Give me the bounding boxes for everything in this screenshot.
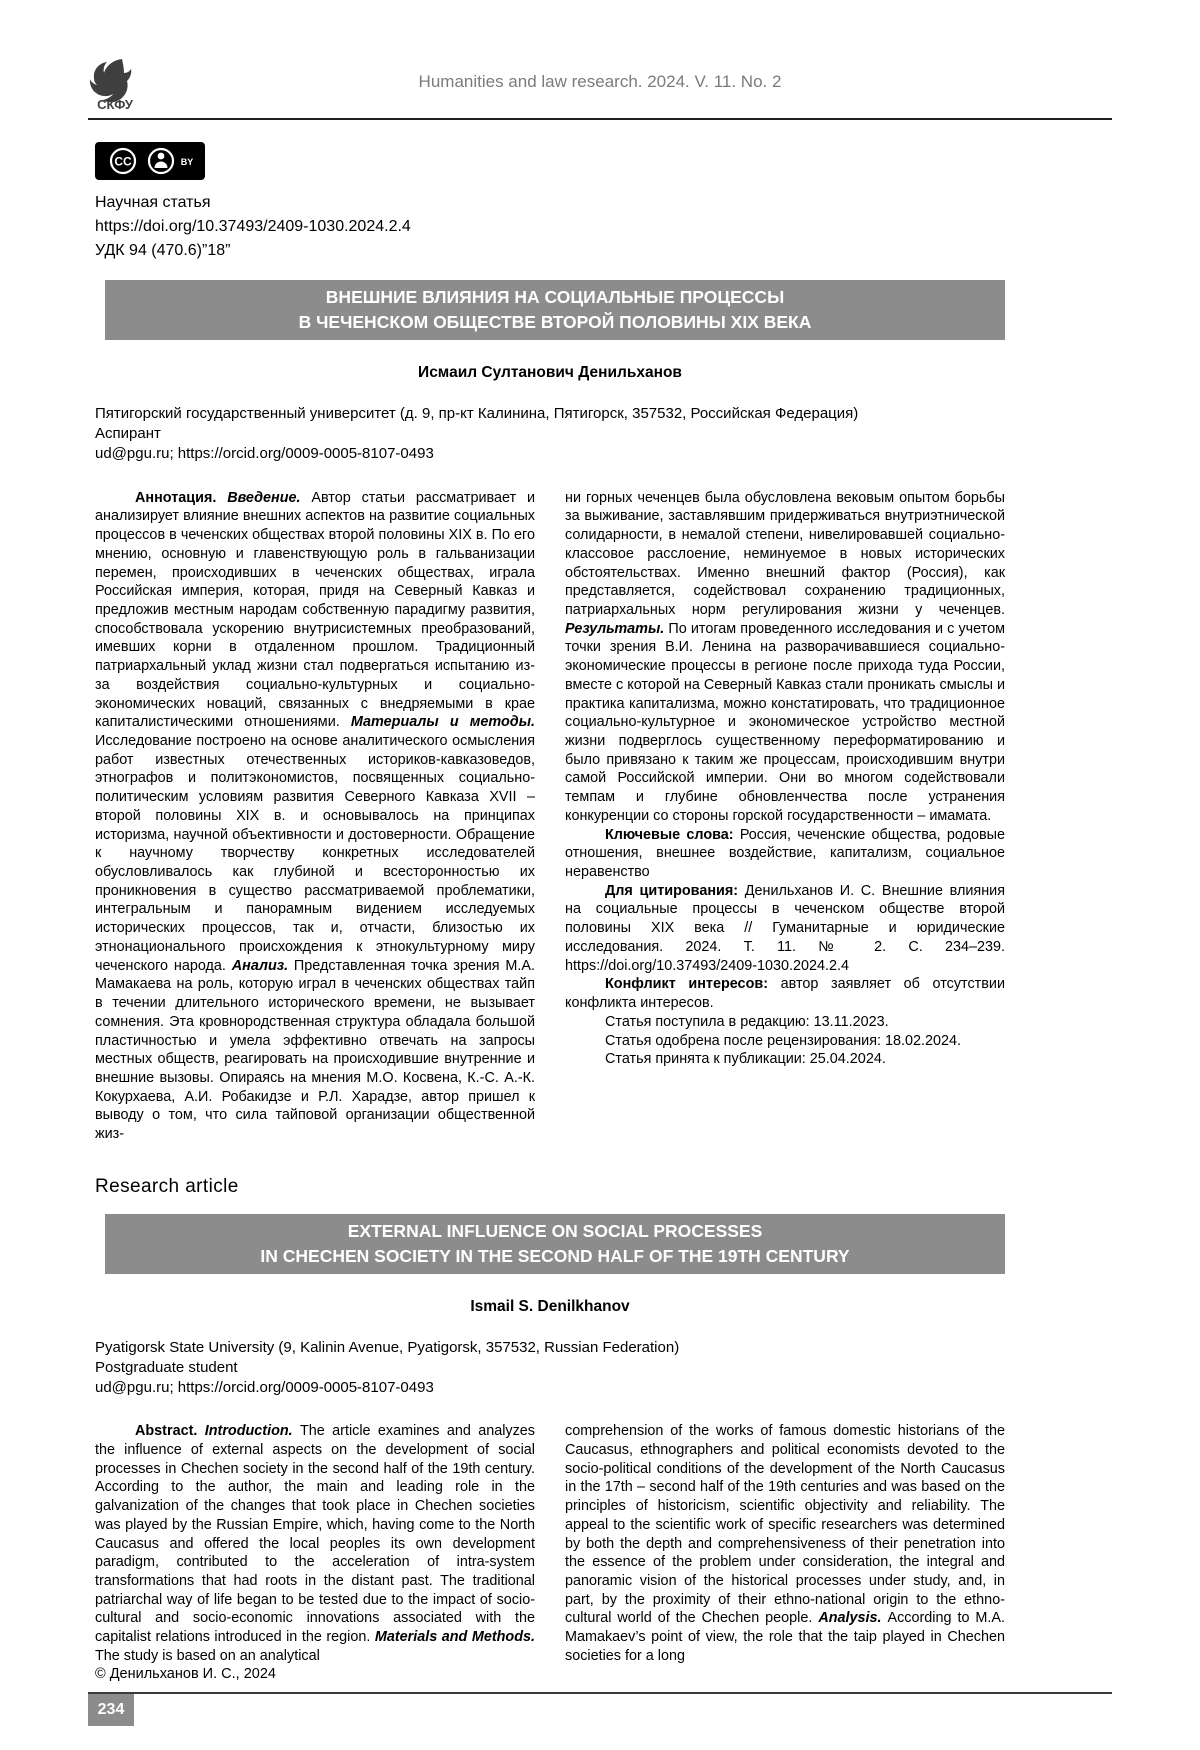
conflict-of-interest-ru: Конфликт интересов: автор заявляет об отсутствии конфликта интересов. [565, 976, 1005, 1012]
doi-link[interactable]: https://doi.org/10.37493/2409-1030.2024.2.4 [95, 218, 411, 236]
article-title-en [105, 1214, 1005, 1274]
abstract-ru-paragraph: Аннотация. Введение. Автор статьи рассматривает и анализирует влияние внешних аспектов на развитие социальных процессов в чеченских обществах второй половины XIX в. По его мнению, основную и главенствующую роль в гальванизации перемен, происходивших в чеченских обществах, играла Российская империя, которая, придя на Северный Кавказ и предложив местным народам собственную парадигму развития, способствовала ускорению внутрисистемных преобразований, имевших корни в отдаленном прошлом. Традиционный патриархальный уклад жизни стал подвергаться испытанию из-за воздействия социально-культурных и социально-экономических новаций, связанных с внедряемыми в крае капиталистическими отношениями. Материалы и методы. Исследование построено на основе аналитического осмысления работ известных отечественных историков-кавказоведов, этнографов и политэкономистов, посвященных социально-политическим условиям развития Северного Кавказа XVII – второй половины XIX в. и основывалось на принципах историзма, научной объективности и достоверности. Обращение к научному творчеству конкретных исследователей обусловливалось как глубиной и всесторонностью их проникновения в существо рассматриваемой проблематики, интегральным и панорамным видением исследуемых исторических процессов, так и, отчасти, близостью их этнонационального происхождения к этнокультурному миру чеченского народа. Анализ. Представленная точка зрения М.А. Мамакаева на роль, которую играл в чеченских обществах тайп в течении длительного исторического времени, не вызывает сомнения. Эта кровнородственная структура обладала большой пластичностью и умела эффективно отвечать на запросы местных обществ, реагировать на происходившие внутренние и внешние вызовы. Опираясь на мнения М.О. Косвена, К.-С. А.-К. Кокурхаева, А.И. Робакидзе и Р.Л. Харадзе, автор пришел к выводу о том, что сила тайповой организации общественной жиз- [95, 489, 535, 1143]
affiliation-ru: Пятигорский государственный университет (д. 9, пр-кт Калинина, Пятигорск, 357532, Российская Федерация) [95, 404, 859, 422]
university-logo [88, 56, 142, 114]
author-contact-ru[interactable]: ud@pgu.ru; https://orcid.org/0009-0005-8107-0493 [95, 445, 434, 463]
research-article-label: Research article [95, 1175, 239, 1197]
page-header [88, 0, 1112, 120]
article-title-ru-line2: В ЧЕЧЕНСКОМ ОБЩЕСТВЕ ВТОРОЙ ПОЛОВИНЫ XIX ВЕКА [298, 312, 812, 333]
article-title-en-line1: EXTERNAL INFLUENCE ON SOCIAL PROCESSES [347, 1220, 763, 1241]
date-accepted: Статья принята к публикации: 25.04.2024. [605, 1051, 886, 1068]
abstract-en-paragraph: Abstract. Introduction. The article examines and analyzes the influence of external aspects on the development of social processes in Chechen society in the second half of the 19th century. According to the author, the main and leading role in the galvanization of the changes that took place in Chechen societies was played by the Russian Empire, which, having come to the North Caucasus and offered the local peoples its own development paradigm, contributed to the acceleration of intra-system transformations that had roots in the distant past. The traditional patriarchal way of life began to be tested due to the impact of socio-cultural and socio-economic innovations associated with the capitalist relations introduced in the region. Materials and Methods. The study is based on an analytical [95, 1423, 535, 1664]
keywords-ru: Ключевые слова: Россия, чеченские общества, родовые отношения, внешнее воздействие, капитализм, социальное неравенство [565, 826, 1005, 881]
cc-by-license-badge[interactable] [95, 142, 205, 180]
article-type-label: Научная статья [95, 194, 211, 211]
copyright-notice: © Денильханов И. С., 2024 [95, 1665, 276, 1682]
abstract-ru [95, 489, 1005, 1144]
skfu-bird-icon [88, 56, 142, 114]
page-footer [0, 1666, 1200, 1750]
citation-ru: Для цитирования: Денильханов И. С. Внешние влияния на социальные процессы в чеченском обществе второй половины XIX века // Гуманитарные и юридические исследования. 2024. Т. 11. № 2. С. 234–239. https://doi.org/10.37493/2409-1030.2024.2.4 [565, 882, 1005, 974]
page-number-badge: 234 [88, 1694, 134, 1726]
person-icon [158, 153, 165, 160]
abstract-en-right-column [565, 1422, 1005, 1665]
abstract-en-continuation: comprehension of the works of famous domestic historians of the Caucasus, ethnographers and political economists devoted to the socio-political conditions of the development of the North Caucasus in the 17th – second half of the 19th centuries and was based on the principles of historicism, scientific objectivity and reliability. The appeal to the scientific work of specific researchers was determined by both the depth and comprehensiveness of their penetration into the essence of the problem under consideration, the integral and panoramic vision of the historical processes under study, and, in part, by the proximity of their ethno-national origin to the ethno-cultural world of the Chechen people. Analysis. According to M.A. Mamakaev’s point of view, the role that the taip played in Chechen societies for a long [565, 1423, 1005, 1664]
logo-text: СКФУ [97, 97, 133, 112]
author-info-ru [95, 404, 1005, 465]
author-name-en: Ismail S. Denilkhanov [470, 1297, 630, 1315]
footer-divider [88, 1692, 1112, 1694]
by-icon: BY [180, 157, 194, 167]
abstract-ru-left-column [95, 489, 535, 1144]
abstract-en [95, 1422, 1005, 1665]
cc-icon: CC [114, 154, 132, 169]
abstract-ru-continuation: ни горных чеченцев была обусловлена вековым опытом борьбы за выживание, заставлявшим придерживаться внутриэтнической солидарности, в немалой степени, нивелировавшей социально-классовое расслоение, неминуемое в новых исторических обстоятельствах. Именно внешний фактор (Россия), как представляется, содействовал сохранению традиционных, патриархальных норм регулирования жизни у чеченцев. Результаты. По итогам проведенного исследования и с учетом точки зрения В.И. Ленина на разворачивавшиеся социально-экономические процессы в регионе после прихода туда России, вместе с которой на Северный Кавказ стали проникать смыслы и практика капитализма, можно констатировать, что традиционное социально-культурное и экономическое устройство местной жизни подверглось существенному переформатированию и было привязано к таким же процессам, происходившим внутри самой Российской империи. Они во многом содействовали темпам и глубине обновленчества после устранения конкуренции со стороны горской государственности – имамата. [565, 489, 1006, 824]
article-title-ru [105, 280, 1005, 340]
author-role-en: Postgraduate student [95, 1358, 238, 1376]
abstract-ru-right-column [565, 489, 1005, 1144]
journal-header-title: Humanities and law research. 2024. V. 11. No. 2 [418, 72, 782, 91]
affiliation-en: Pyatigorsk State University (9, Kalinin Avenue, Pyatigorsk, 357532, Russian Federation) [95, 1338, 680, 1356]
article-title-ru-line1: ВНЕШНИЕ ВЛИЯНИЯ НА СОЦИАЛЬНЫЕ ПРОЦЕССЫ [325, 287, 785, 308]
date-approved: Статья одобрена после рецензирования: 18.02.2024. [605, 1032, 962, 1049]
author-contact-en[interactable]: ud@pgu.ru; https://orcid.org/0009-0005-8107-0493 [95, 1379, 434, 1397]
article-title-en-line2: IN CHECHEN SOCIETY IN THE SECOND HALF OF THE 19TH CENTURY [260, 1245, 850, 1266]
udk-code: УДК 94 (470.6)”18” [95, 242, 231, 260]
cc-by-badge-icon [95, 142, 205, 180]
abstract-en-left-column [95, 1422, 535, 1665]
author-info-en [95, 1338, 1005, 1399]
article-content [0, 120, 1200, 1666]
author-name-ru: Исмаил Султанович Денильханов [418, 363, 682, 381]
author-role-ru: Аспирант [95, 425, 161, 443]
date-received: Статья поступила в редакцию: 13.11.2023. [605, 1013, 889, 1030]
